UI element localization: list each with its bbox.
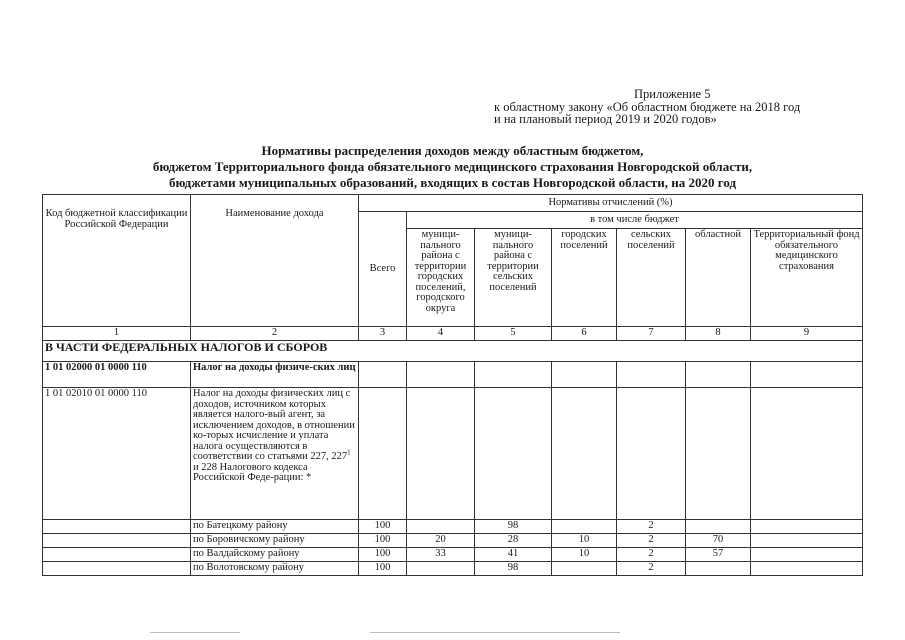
group-name: Налог на доходы физиче-ских лиц	[191, 362, 359, 388]
cell-col-9	[751, 534, 863, 548]
cell-col-5: 28	[475, 534, 552, 548]
cell-col-8	[686, 520, 751, 534]
header-col-5: муници-пального района с территории сельских поселений	[475, 229, 552, 327]
group-code: 1 01 02000 01 0000 110	[43, 362, 191, 388]
cell-col-6	[552, 520, 617, 534]
header-name: Наименование дохода	[191, 195, 359, 327]
header-col-7: сельских поселений	[617, 229, 686, 327]
cell-col-6: 10	[552, 534, 617, 548]
document-title	[0, 143, 905, 191]
cell-col-4: 20	[407, 534, 475, 548]
district-name: по Боровичскому району	[191, 534, 359, 548]
appendix-note	[494, 88, 800, 126]
header-code: Код бюджетной классификации Российской Федерации	[43, 195, 191, 327]
cell-col-4	[407, 520, 475, 534]
header-norms: Нормативы отчислений (%)	[359, 195, 863, 212]
header-col-4: муници-пального района с территории городских поселений, городского округа	[407, 229, 475, 327]
item-code: 1 01 02010 01 0000 110	[43, 388, 191, 520]
header-including: в том числе бюджет	[407, 212, 863, 229]
appendix-period: и на плановый период 2019 и 2020 годов»	[494, 112, 717, 126]
cell-total: 100	[359, 534, 407, 548]
column-number: 1	[43, 327, 191, 341]
table-row	[43, 534, 863, 548]
appendix-number: Приложение 5	[634, 87, 711, 101]
item-name: Налог на доходы физических лиц с доходов, источником которых является налого-вый агент, за исключением доходов, в отношении ко-торых исчисление и уплата налога осуществляются в соответствии со статьями 227, $227^1$ и 228 Налогового кодекса Российской Феде-рации: *	[191, 388, 359, 520]
cell-total: 100	[359, 520, 407, 534]
cell-col-8: 57	[686, 548, 751, 562]
table-row	[43, 520, 863, 534]
district-name: по Батецкому району	[191, 520, 359, 534]
column-number: 6	[552, 327, 617, 341]
header-total: Всего	[359, 212, 407, 327]
revenue-norms-table	[42, 194, 863, 576]
title-line-2: бюджетом Территориального фонда обязательного медицинского страхования Новгородской области,	[152, 159, 753, 174]
section-row	[43, 341, 863, 362]
appendix-law-ref: к областному закону «Об областном бюджете на 2018 год	[494, 99, 801, 114]
cell-total: 100	[359, 548, 407, 562]
district-name: по Валдайскому району	[191, 548, 359, 562]
item-row	[43, 388, 863, 520]
cell-col-7: 2	[617, 520, 686, 534]
header-col-6: городских поселений	[552, 229, 617, 327]
cell-col-9	[751, 548, 863, 562]
table-row	[43, 548, 863, 562]
cell-col-7: 2	[617, 548, 686, 562]
column-number-row	[43, 327, 863, 341]
header-col-8: областной	[686, 229, 751, 327]
district-name: по Волотовскому району	[191, 562, 359, 576]
cell-col-9	[751, 520, 863, 534]
cell-col-8: 70	[686, 534, 751, 548]
column-number: 7	[617, 327, 686, 341]
cell-col-7: 2	[617, 562, 686, 576]
cell-col-8	[686, 562, 751, 576]
cell-col-5: 41	[475, 548, 552, 562]
cell-col-9	[751, 562, 863, 576]
column-number: 9	[751, 327, 863, 341]
cell-col-5: 98	[475, 562, 552, 576]
section-title: В ЧАСТИ ФЕДЕРАЛЬНЫХ НАЛОГОВ И СБОРОВ	[43, 341, 863, 362]
cell-col-6	[552, 562, 617, 576]
cell-col-6: 10	[552, 548, 617, 562]
group-row	[43, 362, 863, 388]
column-number: 5	[475, 327, 552, 341]
column-number: 4	[407, 327, 475, 341]
table-row	[43, 562, 863, 576]
cell-col-4: 33	[407, 548, 475, 562]
cell-col-5: 98	[475, 520, 552, 534]
scan-artifact	[370, 632, 620, 633]
cell-total: 100	[359, 562, 407, 576]
header-col-9: Территориальный фонд обязательного медицинского страхования	[751, 229, 863, 327]
column-number: 2	[191, 327, 359, 341]
cell-col-4	[407, 562, 475, 576]
cell-col-7: 2	[617, 534, 686, 548]
title-line-3: бюджетами муниципальных образований, входящих в состав Новгородской области, на 2020 год	[168, 175, 737, 190]
title-line-1: Нормативы распределения доходов между областным бюджетом,	[261, 143, 644, 158]
scan-artifact	[150, 632, 240, 633]
column-number: 8	[686, 327, 751, 341]
column-number: 3	[359, 327, 407, 341]
